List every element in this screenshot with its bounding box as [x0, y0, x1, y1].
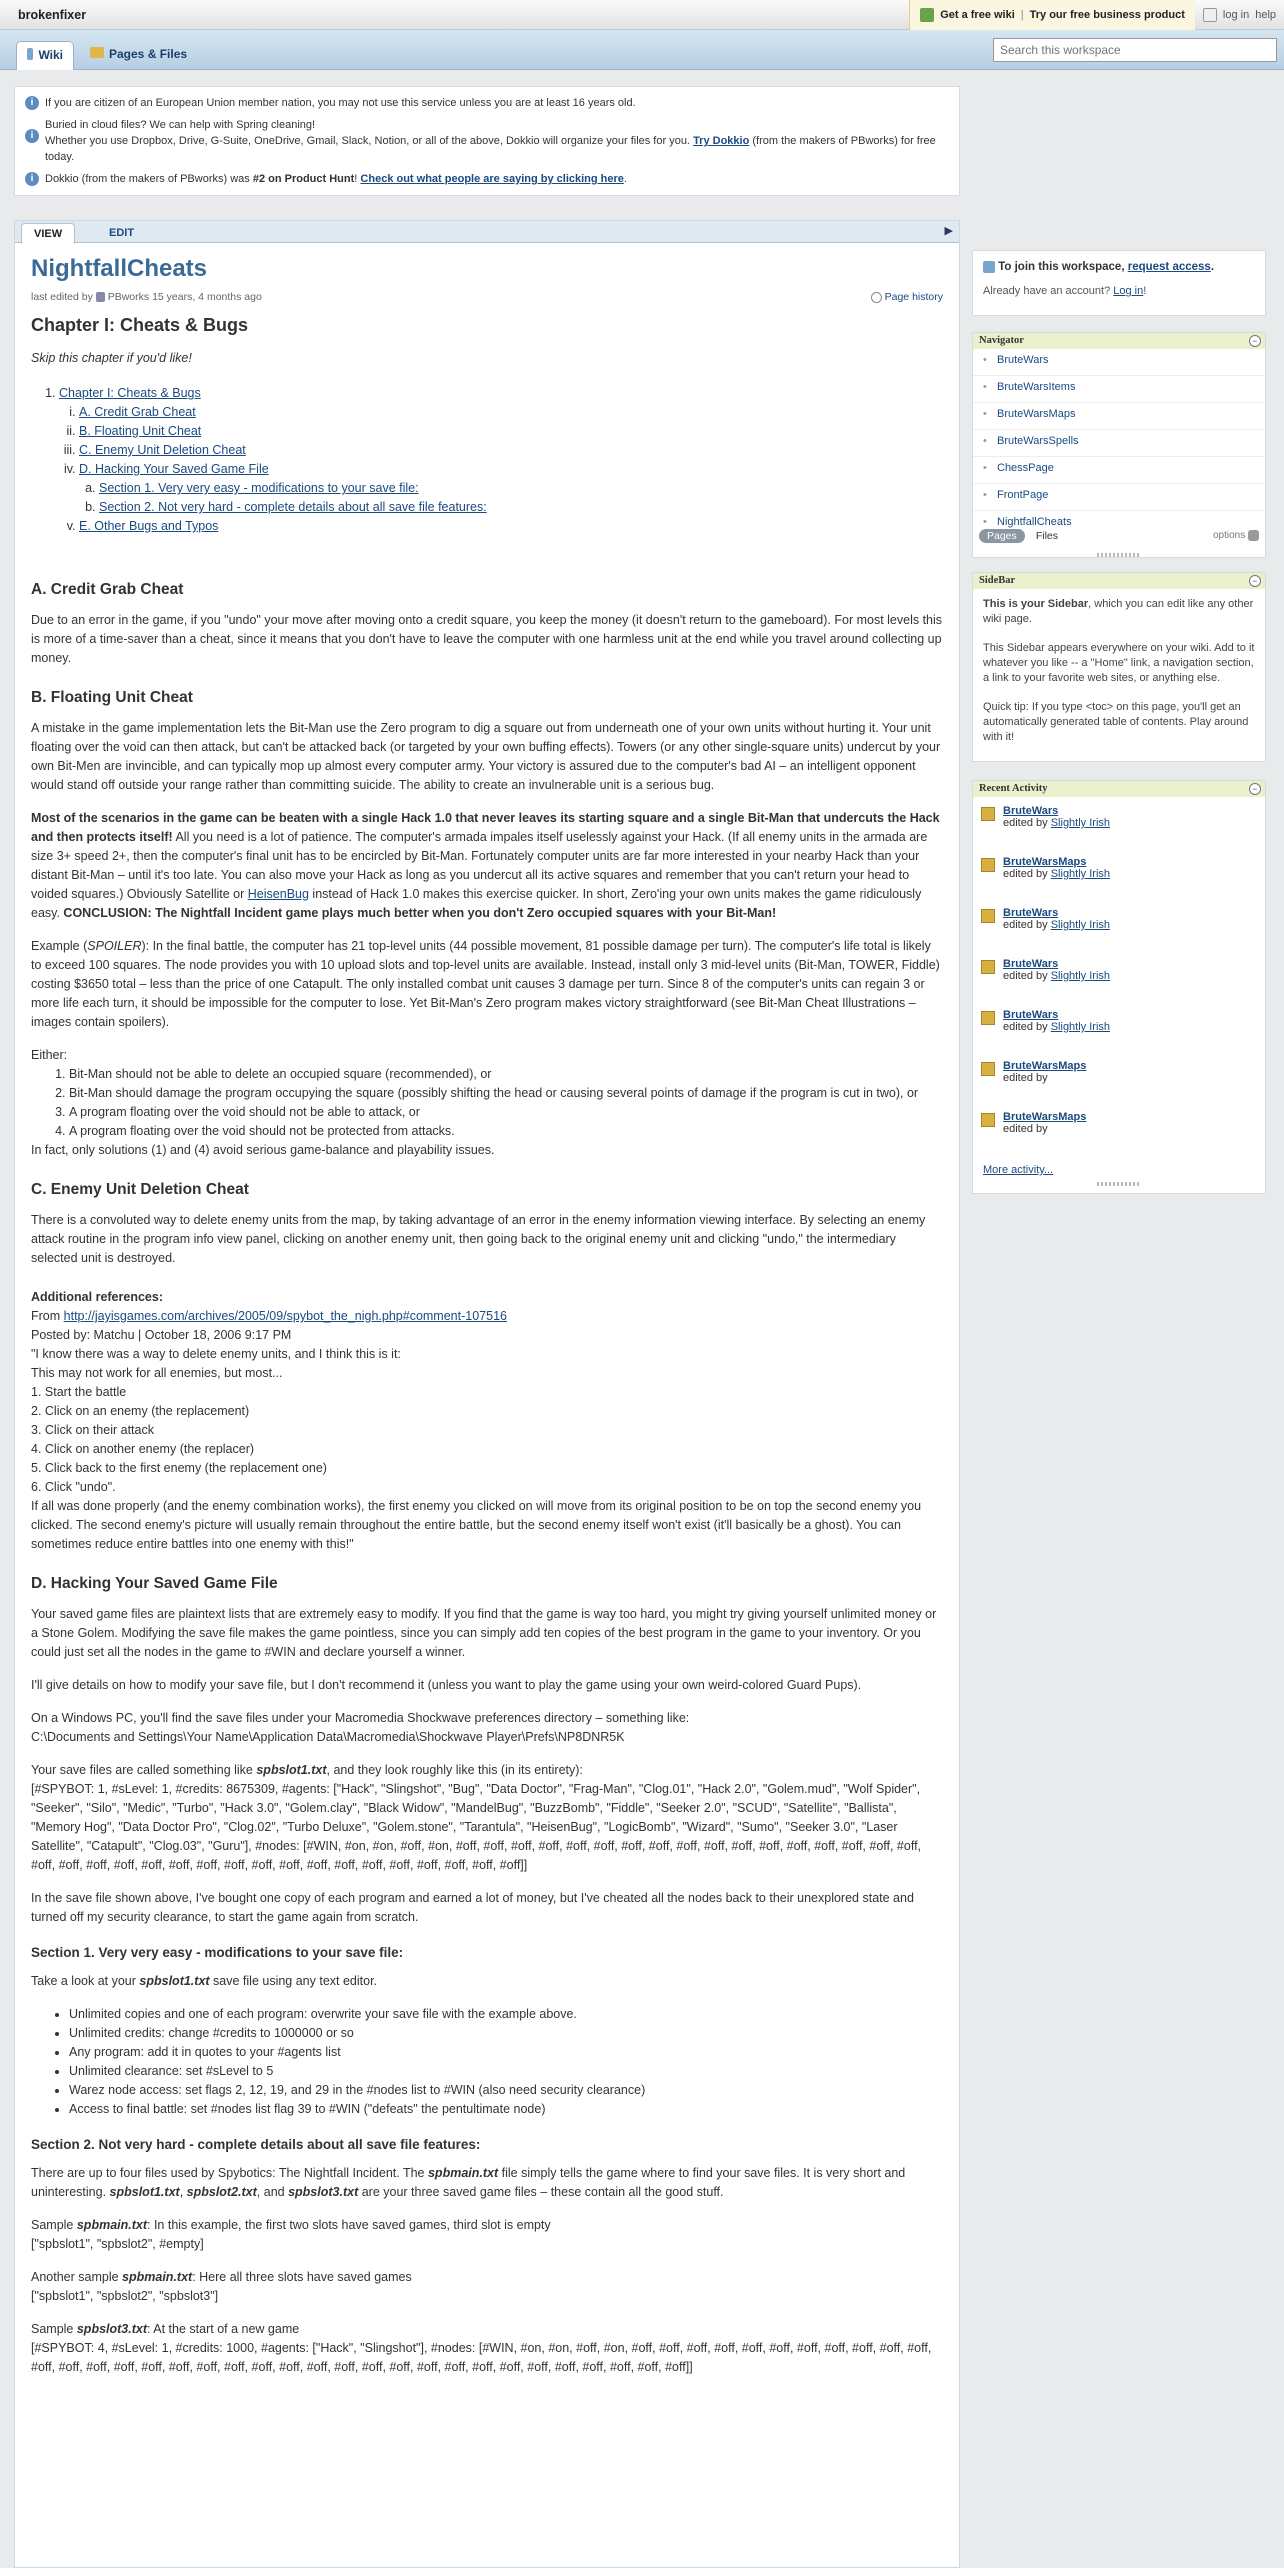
info-icon: i: [25, 172, 39, 186]
activity-page-link[interactable]: BruteWars: [1003, 958, 1059, 970]
subsection-heading: Section 1. Very very easy - modifications to your save file:: [31, 1945, 404, 1960]
paragraph: Sample spbmain.txt: In this example, the first two slots have saved games, third slot is empty ["spbslot1", "spbslot2", #empty]: [31, 2218, 551, 2251]
wiki-icon: [27, 48, 33, 60]
toc-link[interactable]: Section 1. Very very easy - modifications to your save file:: [99, 481, 419, 495]
table-of-contents: [59, 384, 943, 536]
list-item: • Warez node access: set flags 2, 12, 19, and 29 in the #nodes list to #WIN (also need security clearance): [69, 2081, 943, 2100]
join-icon: [983, 261, 995, 273]
separator: |: [1020, 9, 1024, 21]
edit-icon: [981, 909, 995, 923]
pages-button[interactable]: Pages: [979, 529, 1025, 543]
activity-item: BruteWarsMaps edited by: [973, 1052, 1265, 1103]
user-icon: [96, 292, 105, 302]
solution-list: [69, 1065, 943, 1141]
paragraph: Your saved game files are plaintext lists that are extremely easy to modify. If you find that the game is way too hard, you might try giving yourself unlimited money or a Stone Golem. Modifying the save file makes the game pointless, since you can simply add ten copies of the best program in the game to your inventory. Or you could just set all the nodes in the game to #WIN and declare yourself a winner.: [31, 1607, 937, 1659]
paragraph: Another sample spbmain.txt: Here all three slots have saved games ["spbslot1", "spbslot2", "spbslot3"]: [31, 2270, 412, 2303]
nav-item[interactable]: • BruteWarsItems: [973, 376, 1265, 403]
collapse-arrow-icon[interactable]: ▶: [944, 225, 953, 237]
nav-item[interactable]: • ChessPage: [973, 457, 1265, 484]
modification-list: [69, 2005, 943, 2119]
request-access-link[interactable]: request access: [1127, 261, 1211, 274]
pbworks-logo-icon: [920, 8, 934, 22]
notice-box: [14, 86, 960, 196]
page-body: [15, 243, 959, 2401]
skip-text: Skip this chapter if you'd like!: [31, 351, 192, 365]
paragraph: In fact, only solutions (1) and (4) avoid serious game-balance and playability issues.: [31, 1143, 495, 1157]
tab-pages-files[interactable]: [80, 41, 197, 70]
files-button[interactable]: Files: [1035, 530, 1059, 542]
nav-item[interactable]: • BruteWarsSpells: [973, 430, 1265, 457]
activity-page-link[interactable]: BruteWarsMaps: [1003, 856, 1087, 868]
activity-item: BruteWarsMaps edited by: [973, 1103, 1265, 1154]
notice-producthunt: Dokkio (from the makers of PBworks) was #2 on Product Hunt! Check out what people are saying by clicking here.: [45, 173, 627, 185]
paragraph: Most of the scenarios in the game can be beaten with a single Hack 1.0 that never leaves its starting square and a single Bit-Man that undercuts the Hack and then protects itself! All you need is a lot of patience. The computer's armada impales itself uselessly against your Hack. (If all enemy units in the armada are size 3+ speed 2+, then the computer's final unit has to be encircled by Bit-Man. Fortunately computer units are far more interested in your nearby Hack than your distant Bit-Man – until it's too late. You can also move your Hack as long as you undercut all its active squares and remember that you can't return your head to voided squares.) Obviously Satellite or HeisenBug instead of Hack 1.0 makes this exercise quicker. In short, Zero'ing your own units makes the game ridiculously easy. CONCLUSION: The Nightfall Incident game plays much better when you don't Zero occupied squares with your Bit-Man!: [31, 811, 940, 920]
page-title: NightfallCheats: [31, 255, 208, 282]
get-free-wiki-link[interactable]: Get a free wiki: [940, 9, 1015, 21]
try-dokkio-link[interactable]: Try Dokkio: [693, 135, 750, 147]
either-label: Either:: [31, 1048, 68, 1062]
edit-icon: [981, 960, 995, 974]
edit-icon: [981, 1062, 995, 1076]
sidebar-heading: SideBar −: [973, 573, 1265, 589]
recent-activity-box: [972, 780, 1266, 1194]
paragraph: Sample spbslot3.txt: At the start of a new game [#SPYBOT: 4, #sLevel: 1, #credits: 1000, #agents: ["Hack", "Slingshot"], #nodes: [#WIN, #on, #on, #off, #on, #off, #off, #off, #off, #off, #off, #off, #off, #off, #off, #off, #off, #off, #off, #off, #off, #off, #off, #off, #off, #off, #off, #off, #off, #off, #off, #off, #off, #off, #off, #off, #off, #off, #off, #off]]: [31, 2322, 932, 2374]
activity-page-link[interactable]: BruteWars: [1003, 805, 1059, 817]
edit-icon: [981, 807, 995, 821]
help-link[interactable]: help: [1255, 9, 1276, 21]
lock-icon: [1203, 8, 1217, 22]
list-item: 1. Bit-Man should not be able to delete an occupied square (recommended), or: [69, 1065, 943, 1084]
notice-dokkio: Buried in cloud files? We can help with Spring cleaning! Whether you use Dropbox, Drive, G-Suite, OneDrive, Gmail, Slack, Notion, or all of the above, Dokkio will organize your files for you. Try Dokkio (from the makers of PBworks) for free today.: [45, 119, 936, 163]
list-item: • Unlimited credits: change #credits to 1000000 or so: [69, 2024, 943, 2043]
top-bar: [0, 0, 1284, 30]
product-hunt-link[interactable]: Check out what people are saying by clicking here: [360, 173, 624, 185]
list-item: • Any program: add it in quotes to your #agents list: [69, 2043, 943, 2062]
tab-wiki-label: Wiki: [38, 48, 63, 62]
nav-item[interactable]: • BruteWarsMaps: [973, 403, 1265, 430]
activity-page-link[interactable]: BruteWars: [1003, 1009, 1059, 1021]
clock-icon: [871, 292, 882, 303]
activity-user-link[interactable]: Slightly Irish: [1050, 1021, 1111, 1033]
join-box: To join this workspace, request access. Already have an account? Log in!: [972, 250, 1266, 316]
navigator-box: [972, 332, 1266, 558]
nav-item[interactable]: • NightfallCheats: [973, 511, 1265, 529]
edit-icon: [981, 1011, 995, 1025]
try-business-link[interactable]: Try our free business product: [1029, 9, 1185, 21]
toc-link[interactable]: C. Enemy Unit Deletion Cheat: [79, 443, 246, 457]
page-tabs: [15, 221, 959, 243]
chapter-heading: Chapter I: Cheats & Bugs: [31, 315, 249, 335]
toc-link[interactable]: Section 2. Not very hard - complete details about all save file features:: [99, 500, 487, 514]
subsection-heading: Section 2. Not very hard - complete details about all save file features:: [31, 2137, 481, 2152]
toc-link[interactable]: B. Floating Unit Cheat: [79, 424, 202, 438]
list-item: • Access to final battle: set #nodes list flag 39 to #WIN ("defeats" the pentultimate node): [69, 2100, 943, 2119]
tab-pages-label: Pages & Files: [109, 47, 188, 61]
list-item: 3. A program floating over the void should not be able to attack, or: [69, 1103, 943, 1122]
tab-wiki[interactable]: [16, 41, 74, 70]
list-item: 2. Bit-Man should damage the program occupying the square (possibly shifting the head or causing several points of damage if the program is cut in two), or: [69, 1084, 943, 1103]
tab-edit[interactable]: EDIT: [109, 227, 135, 239]
paragraph: On a Windows PC, you'll find the save files under your Macromedia Shockwave preferences directory – something like: C:\Documents and Settings\Your Name\Application Data\Macromedia\Shockwave Player\Prefs\NP8DNR5K: [31, 1711, 690, 1744]
sidebar-text: This Sidebar appears everywhere on your wiki. Add to it whatever you like -- a "Home" link, a navigation section, a link to your favorite web sites, or anything else.: [983, 642, 1255, 684]
sidebar-tip: Quick tip: If you type <toc> on this page, you'll get an automatically generated table of contents. Play around with it!: [983, 701, 1249, 743]
activity-item: BruteWars edited by Slightly Irish: [973, 1001, 1265, 1052]
activity-item: BruteWars edited by Slightly Irish: [973, 950, 1265, 1001]
section-heading: C. Enemy Unit Deletion Cheat: [31, 1181, 249, 1198]
navigator-heading: Navigator −: [973, 333, 1265, 349]
nav-item[interactable]: • BruteWars: [973, 349, 1265, 376]
toc-link[interactable]: D. Hacking Your Saved Game File: [79, 462, 269, 476]
toc-link[interactable]: E. Other Bugs and Typos: [79, 519, 219, 533]
page-history-link[interactable]: Page history: [871, 288, 943, 307]
section-heading: D. Hacking Your Saved Game File: [31, 1575, 278, 1592]
reference-link[interactable]: http://jayisgames.com/archives/2005/09/spybot_the_nigh.php#comment-107516: [63, 1309, 507, 1323]
activity-user-link[interactable]: Slightly Irish: [1050, 919, 1111, 931]
folder-icon: [90, 47, 104, 58]
toc-link[interactable]: Chapter I: Cheats & Bugs: [59, 386, 201, 400]
activity-item: BruteWars edited by Slightly Irish: [973, 797, 1265, 848]
heisenbug-link[interactable]: HeisenBug: [247, 887, 309, 901]
list-item: • Unlimited clearance: set #sLevel to 5: [69, 2062, 943, 2081]
more-activity-link[interactable]: More activity...: [983, 1164, 1054, 1176]
paragraph: Example (SPOILER): In the final battle, the computer has 21 top-level units (44 possible movement, 81 possible damage per turn). The computer's life total is likely to exceed 100 squares. The node provides you with 10 upload slots and top-level units are available. Instead, install only 3 mid-level units (Bit-Man, TOWER, Fiddle) costing $3650 total – less than the price of one Catapult. The only installed combat unit causes 3 damage per turn. Since 8 of the computer's units can regain 3 or more life each turn, it should be impossible for the computer to lose. Yet Bit-Man's Zero program makes victory straightforward (see Bit-Man Cheat Illustrations – images contain spoilers).: [31, 939, 940, 1029]
info-icon: i: [25, 96, 39, 110]
paragraph: A mistake in the game implementation lets the Bit-Man use the Zero program to dig a square out from underneath one of your own units without hurting it. Your unit floating over the void can then attack, but can't be attacked back (or targeted by your own buffing effects). Towers (or any other single-square units) undercut by your own Bit-Men are invincible, and can typically mop up almost every computer army. Your victory is assured due to the computer's bad AI – an intelligent opponent would stand off outside your range rather than committing suicide. The ability to create an invulnerable unit is a serious bug.: [31, 721, 941, 792]
references-block: Additional references: From http://jayisgames.com/archives/2005/09/spybot_the_nigh.php#comment-107516 Posted by: Matchu | October 18, 2006 9:17 PM "I know there was a way to delete enemy units, and I think this is it: This may not work for all enemies, but most... 1. Start the battle 2. Click on an enemy (the replacement) 3. Click on their attack 4. Click on another enemy (the replacer) 5. Click back to the first enemy (the replacement one) 6. Click "undo". If all was done properly (and the enemy combination works), the first enemy you clicked on will move from its original position to be on top the second enemy you clicked. The second enemy's picture will usually remain throughout the entire battle, but the second enemy itself won't exist (it'll basically be a ghost). You can sometimes reduce entire battles into one enemy with this!": [31, 1290, 922, 1551]
meta-user[interactable]: PBworks: [107, 291, 150, 303]
notice-eu: If you are citizen of an European Union member nation, you may not use this service unless you are at least 16 years old.: [45, 97, 636, 109]
sidebar-login-link[interactable]: Log in: [1113, 285, 1144, 298]
toc-link[interactable]: A. Credit Grab Cheat: [79, 405, 196, 419]
list-item: 4. A program floating over the void should not be protected from attacks.: [69, 1122, 943, 1141]
info-icon: i: [25, 129, 39, 143]
resize-grip[interactable]: [1097, 1182, 1141, 1186]
gear-icon: [1248, 530, 1259, 541]
activity-item: BruteWarsMaps edited by Slightly Irish: [973, 848, 1265, 899]
paragraph: Due to an error in the game, if you "undo" your move after moving onto a credit square, you keep the money (it doesn't return to the gameboard). For most levels this is more of a time-saver than a cheat, since it means that you don't have to leave the computer with one harmless unit at the end while you travel around collecting up money.: [31, 613, 943, 665]
edit-icon: [981, 1113, 995, 1127]
tab-view[interactable]: VIEW: [21, 223, 75, 244]
get-free-wiki-bar: [909, 0, 1195, 30]
list-item: • Unlimited copies and one of each program: overwrite your save file with the example above.: [69, 2005, 943, 2024]
paragraph: Your save files are called something like spbslot1.txt, and they look roughly like this (in its entirety): [#SPYBOT: 1, #sLevel: 1, #credits: 8675309, #agents: ["Hack", "Slingshot", "Bug", "Data Doctor", "Frag-Man", "Clog.01", "Hack 2.0", "Golem.mud", "Wolf Spider", "Seeker", "Silo", "Medic", "Turbo", "Hack 3.0", "Golem.clay", "Black Widow", "MandelBug", "BuzzBomb", "Fiddle", "Seeker 2.0", "SCUD", "Satellite", "Ballista", "Memory Hog", "Data Doctor Pro", "Clog.02", "Turbo Deluxe", "Golem.stone", "Tarantula", "HeisenBug", "LogicBomb", "Wizard", "Sumo", "Seeker 3.0", "Laser Satellite", "Catapult", "Clog.03", "Guru"], #nodes: [#WIN, #on, #on, #off, #on, #off, #off, #off, #off, #off, #off, #off, #off, #off, #off, #off, #off, #off, #off, #off, #off, #off, #off, #off, #off, #off, #off, #off, #off, #off, #off, #off, #off, #off, #off, #off, #off, #off, #off, #off]]: [31, 1763, 922, 1872]
paragraph: There is a convoluted way to delete enemy units from the map, by taking advantage of an error in the enemy information viewing interface. By selecting an enemy attack routine in the program info view panel, clicking on another enemy unit, then going back to the original enemy unit and clicking "undo," the intermediary selected unit is destroyed.: [31, 1213, 926, 1265]
activity-page-link[interactable]: BruteWarsMaps: [1003, 1060, 1087, 1072]
resize-grip[interactable]: [1097, 553, 1141, 557]
activity-user-link[interactable]: Slightly Irish: [1050, 817, 1111, 829]
save-file-sample: [#SPYBOT: 1, #sLevel: 1, #credits: 8675309, #agents: ["Hack", "Slingshot", "Bug", "Data Doctor", "Frag-Man", "Clog.01", "Hack 2.0", "Golem.mud", "Wolf Spider", "Seeker", "Silo", "Medic", "Turbo", "Hack 3.0", "Golem.clay", "Black Widow", "MandelBug", "BuzzBomb", "Fiddle", "Seeker 2.0", "SCUD", "Satellite", "Ballista", "Memory Hog", "Data Doctor Pro", "Clog.02", "Turbo Deluxe", "Golem.stone", "Tarantula", "HeisenBug", "LogicBomb", "Wizard", "Sumo", "Seeker 3.0", "Laser Satellite", "Catapult", "Clog.03", "Guru"], #nodes: [#WIN, #on, #on, #off, #on, #off, #off, #off, #off, #off, #off, #off, #off, #off, #off, #off, #off, #off, #off, #off, #off, #off, #off, #off, #off, #off, #off, #off, #off, #off, #off, #off, #off, #off, #off, #off, #off, #off, #off, #off]]: [31, 1782, 922, 1872]
navigator-footer: [973, 529, 1265, 547]
recent-activity-heading: Recent Activity −: [973, 781, 1265, 797]
paragraph: In the save file shown above, I've bought one copy of each program and earned a lot of money, but I've cheated all the nodes back to their unexplored state and turned off my security clearance, to start the game again from scratch.: [31, 1891, 914, 1924]
sidebar-box: SideBar − This is your Sidebar, which you can edit like any other wiki page. This Sidebar appears everywhere on your wiki. Add to it whatever you like -- a "Home" link, a navigation section, a link to your favorite web sites, or anything else. Quick tip: If you type <toc> on this page, you'll get an automatically generated table of contents. Play around with it!: [972, 572, 1266, 762]
page-meta: last edited by PBworks 15 years, 4 months ago Page history: [31, 288, 943, 306]
collapse-icon[interactable]: −: [1249, 335, 1261, 347]
activity-item: BruteWars edited by Slightly Irish: [973, 899, 1265, 950]
options-button[interactable]: options: [1213, 530, 1259, 541]
collapse-icon[interactable]: −: [1249, 575, 1261, 587]
paragraph: There are up to four files used by Spybotics: The Nightfall Incident. The spbmain.txt file simply tells the game where to find your save files. It is very short and uninteresting. spbslot1.txt, spbslot2.txt, and spbslot3.txt are your three saved game files – these contain all the good stuff.: [31, 2166, 906, 2199]
activity-user-link[interactable]: Slightly Irish: [1050, 868, 1111, 880]
edit-icon: [981, 858, 995, 872]
section-heading: B. Floating Unit Cheat: [31, 689, 193, 706]
navigator-list: [973, 349, 1265, 529]
paragraph: I'll give details on how to modify your save file, but I don't recommend it (unless you want to play the game using your own weird-colored Guard Pups).: [31, 1678, 862, 1692]
activity-user-link[interactable]: Slightly Irish: [1050, 970, 1111, 982]
main-content: [14, 220, 960, 2568]
activity-page-link[interactable]: BruteWarsMaps: [1003, 1111, 1087, 1123]
section-heading: A. Credit Grab Cheat: [31, 581, 184, 598]
workspace-name[interactable]: brokenfixer: [18, 8, 87, 22]
search-input[interactable]: [993, 38, 1277, 62]
paragraph: Take a look at your spbslot1.txt save file using any text editor.: [31, 1974, 378, 1988]
nav-item[interactable]: • FrontPage: [973, 484, 1265, 511]
login-link[interactable]: log in: [1222, 9, 1250, 21]
collapse-icon[interactable]: −: [1249, 783, 1261, 795]
activity-page-link[interactable]: BruteWars: [1003, 907, 1059, 919]
